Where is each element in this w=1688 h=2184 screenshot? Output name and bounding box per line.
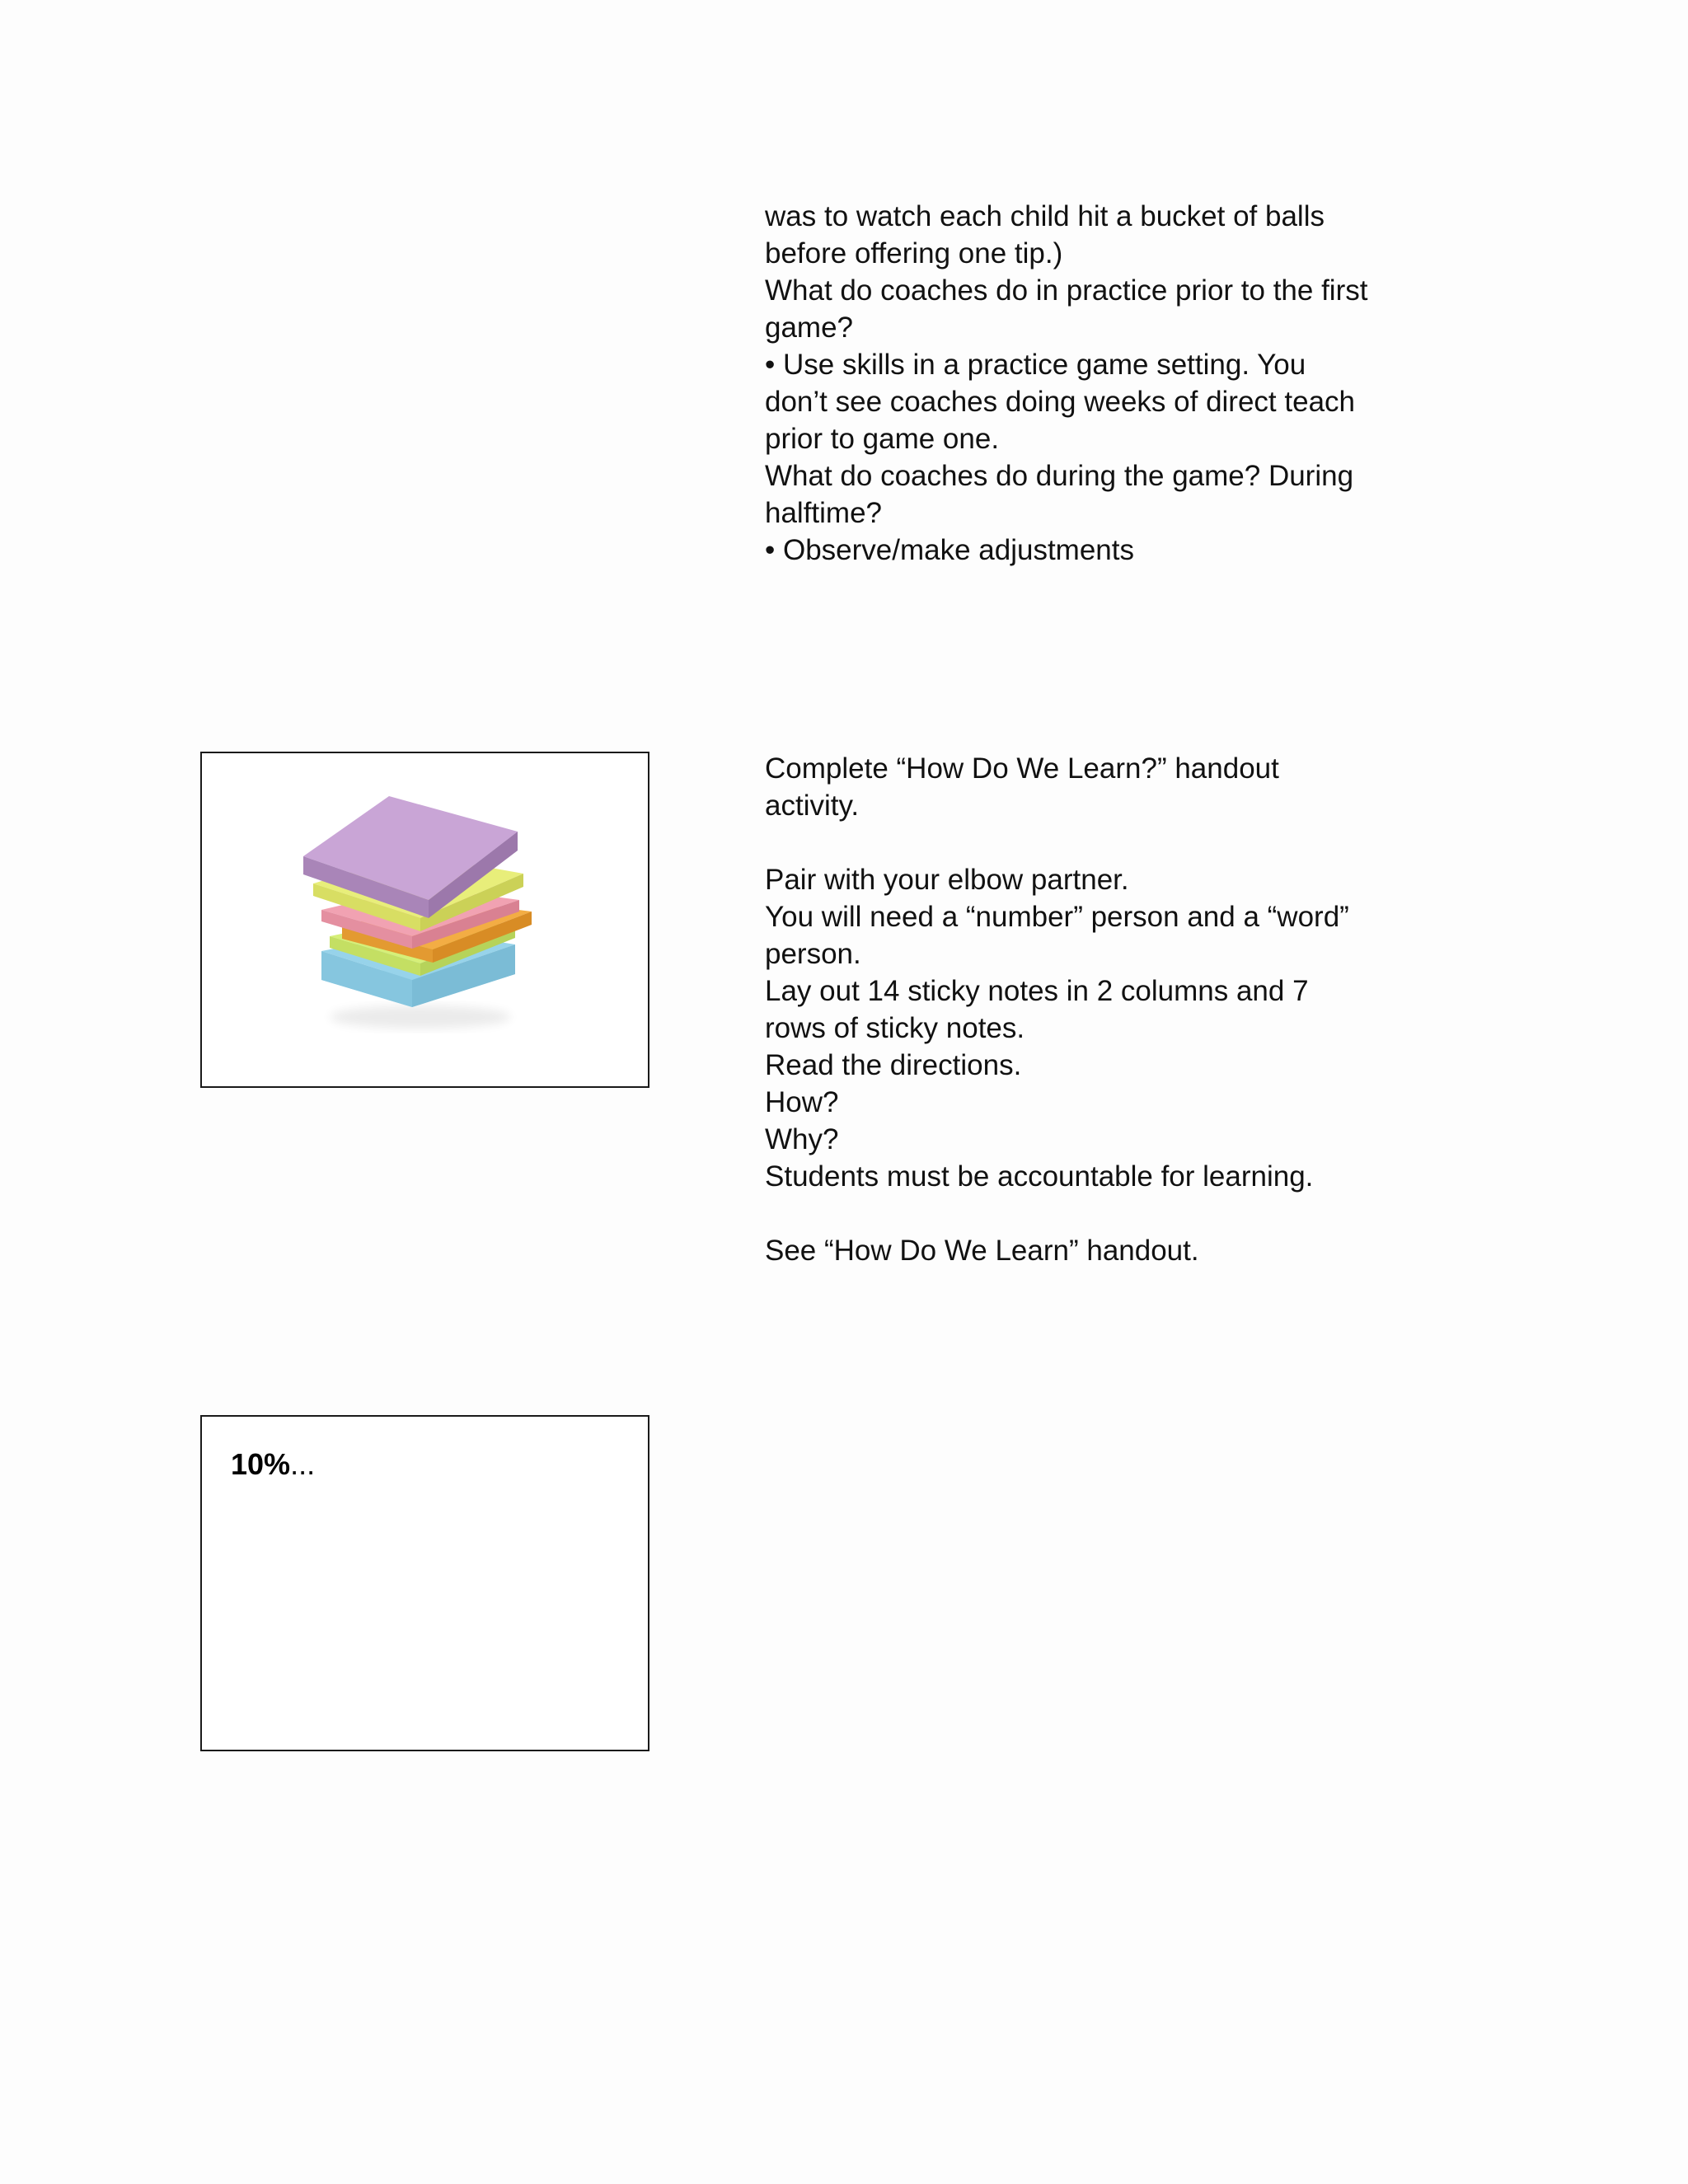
notes-line: Read the directions.: [765, 1049, 1022, 1081]
notes-spacer: [765, 1195, 1375, 1232]
notes-line: How?: [765, 1086, 839, 1118]
notes-line: What do coaches do in practice prior to the first game?: [765, 274, 1368, 344]
notes-line: You will need a “number” person and a “word” person.: [765, 901, 1349, 970]
slide-thumbnail-ten-percent: [200, 1415, 649, 1751]
notes-line: Students must be accountable for learning.: [765, 1160, 1314, 1193]
notes-line: • Observe/make adjustments: [765, 534, 1134, 566]
notes-line: What do coaches do during the game? During halftime?: [765, 460, 1354, 529]
sticky-notes-stack-image: [297, 794, 552, 1042]
speaker-notes-top: [765, 198, 1375, 569]
notes-line: See “How Do We Learn” handout.: [765, 1235, 1199, 1267]
notes-line: Lay out 14 sticky notes in 2 columns and 7 rows of sticky notes.: [765, 975, 1309, 1044]
notes-line: Pair with your elbow partner.: [765, 864, 1129, 896]
speaker-notes-bottom: [765, 750, 1375, 1269]
notes-line: • Use skills in a practice game setting. You don’t see coaches doing weeks of direct teach prior to game one.: [765, 349, 1355, 455]
notes-line: Complete “How Do We Learn?” handout activity.: [765, 752, 1279, 822]
notes-line: was to watch each child hit a bucket of balls before offering one tip.): [765, 200, 1325, 269]
slide-title-bold: 10%: [231, 1447, 291, 1481]
notes-line: Why?: [765, 1123, 839, 1155]
slide-title-ellipsis: ...: [290, 1447, 316, 1481]
slide-thumbnail-sticky-notes: [200, 752, 649, 1088]
slide-title: [231, 1446, 315, 1483]
notes-spacer: [765, 824, 1375, 861]
